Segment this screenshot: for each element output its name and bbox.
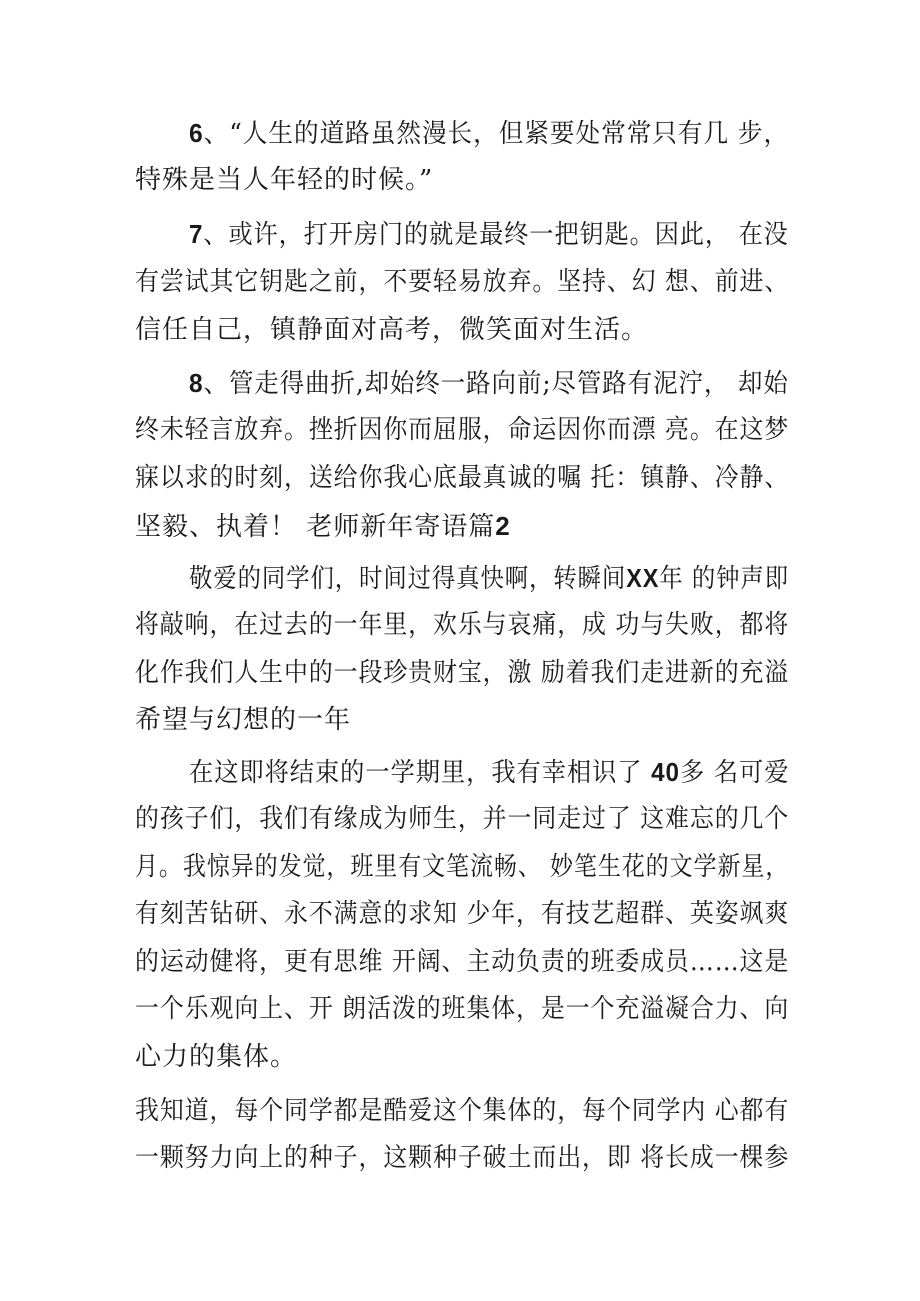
item-7-line-1: 7、或许，打开房门的就是最终一把钥匙。因此， 在没 bbox=[189, 219, 789, 250]
semester-line-3: 月。我惊异的发觉，班里有文笔流畅、 妙笔生花的文学新星， bbox=[135, 852, 790, 882]
semester-line-7: 心力的集体。 bbox=[135, 1042, 298, 1072]
greeting-line-2: 将敲响，在过去的一年里，欢乐与哀痛，成 功与失败，都将 bbox=[135, 610, 790, 640]
semester-line-4: 有刻苦钻研、永不满意的求知 少年，有技艺超群、英姿飒爽 bbox=[135, 899, 790, 929]
closing-line-2: 一颗努力向上的种子，这颗种子破土而出，即 将长成一棵参 bbox=[135, 1143, 790, 1173]
semester-line-2: 的孩子们，我们有缘成为师生，并一同走过了 这难忘的几个 bbox=[135, 804, 790, 834]
item-8-line-1: 8、管走得曲折,却始终一路向前;尽管路有泥泞， 却始 bbox=[189, 368, 789, 399]
semester-line-5: 的运动健将，更有思维 开阔、主动负责的班委成员……这是 bbox=[135, 947, 790, 977]
item-8-line-4: 坚毅、执着！ 老师新年寄语篇2 bbox=[135, 511, 511, 542]
greeting-line-4: 希望与幻想的一年 bbox=[135, 705, 352, 735]
closing-line-1: 我知道，每个同学都是酷爱这个集体的，每个同学内 心都有 bbox=[135, 1096, 790, 1126]
semester-line-6: 一个乐观向上、开 朗活泼的班集体，是一个充溢凝合力、向 bbox=[135, 994, 790, 1024]
item-7-line-2: 有尝试其它钥匙之前，不要轻易放弃。坚持、幻 想、前进、 bbox=[135, 267, 790, 297]
item-8-line-3: 寐以求的时刻，送给你我心底最真诚的嘱 托：镇静、冷静、 bbox=[135, 463, 790, 493]
greeting-line-1: 敬爱的同学们，时间过得真快啊，转瞬间XX年 的钟声即 bbox=[189, 563, 790, 594]
item-6-line-1: 6、“人生的道路虽然漫长，但紧要处常常只有几 步， bbox=[189, 118, 790, 149]
semester-line-1: 在这即将结束的一学期里，我有幸相识了 40多 名可爱 bbox=[189, 757, 790, 788]
item-7-line-3: 信任自己，镇静面对高考，微笑面对生活。 bbox=[135, 315, 649, 345]
item-8-line-2: 终未轻言放弃。挫折因你而屈服，命运因你而漂 亮。在这梦 bbox=[135, 415, 790, 445]
item-6-line-2: 特殊是当人年轻的时候。” bbox=[135, 165, 434, 195]
greeting-line-3: 化作我们人生中的一段珍贵财宝，激 励着我们走进新的充溢 bbox=[135, 658, 790, 688]
